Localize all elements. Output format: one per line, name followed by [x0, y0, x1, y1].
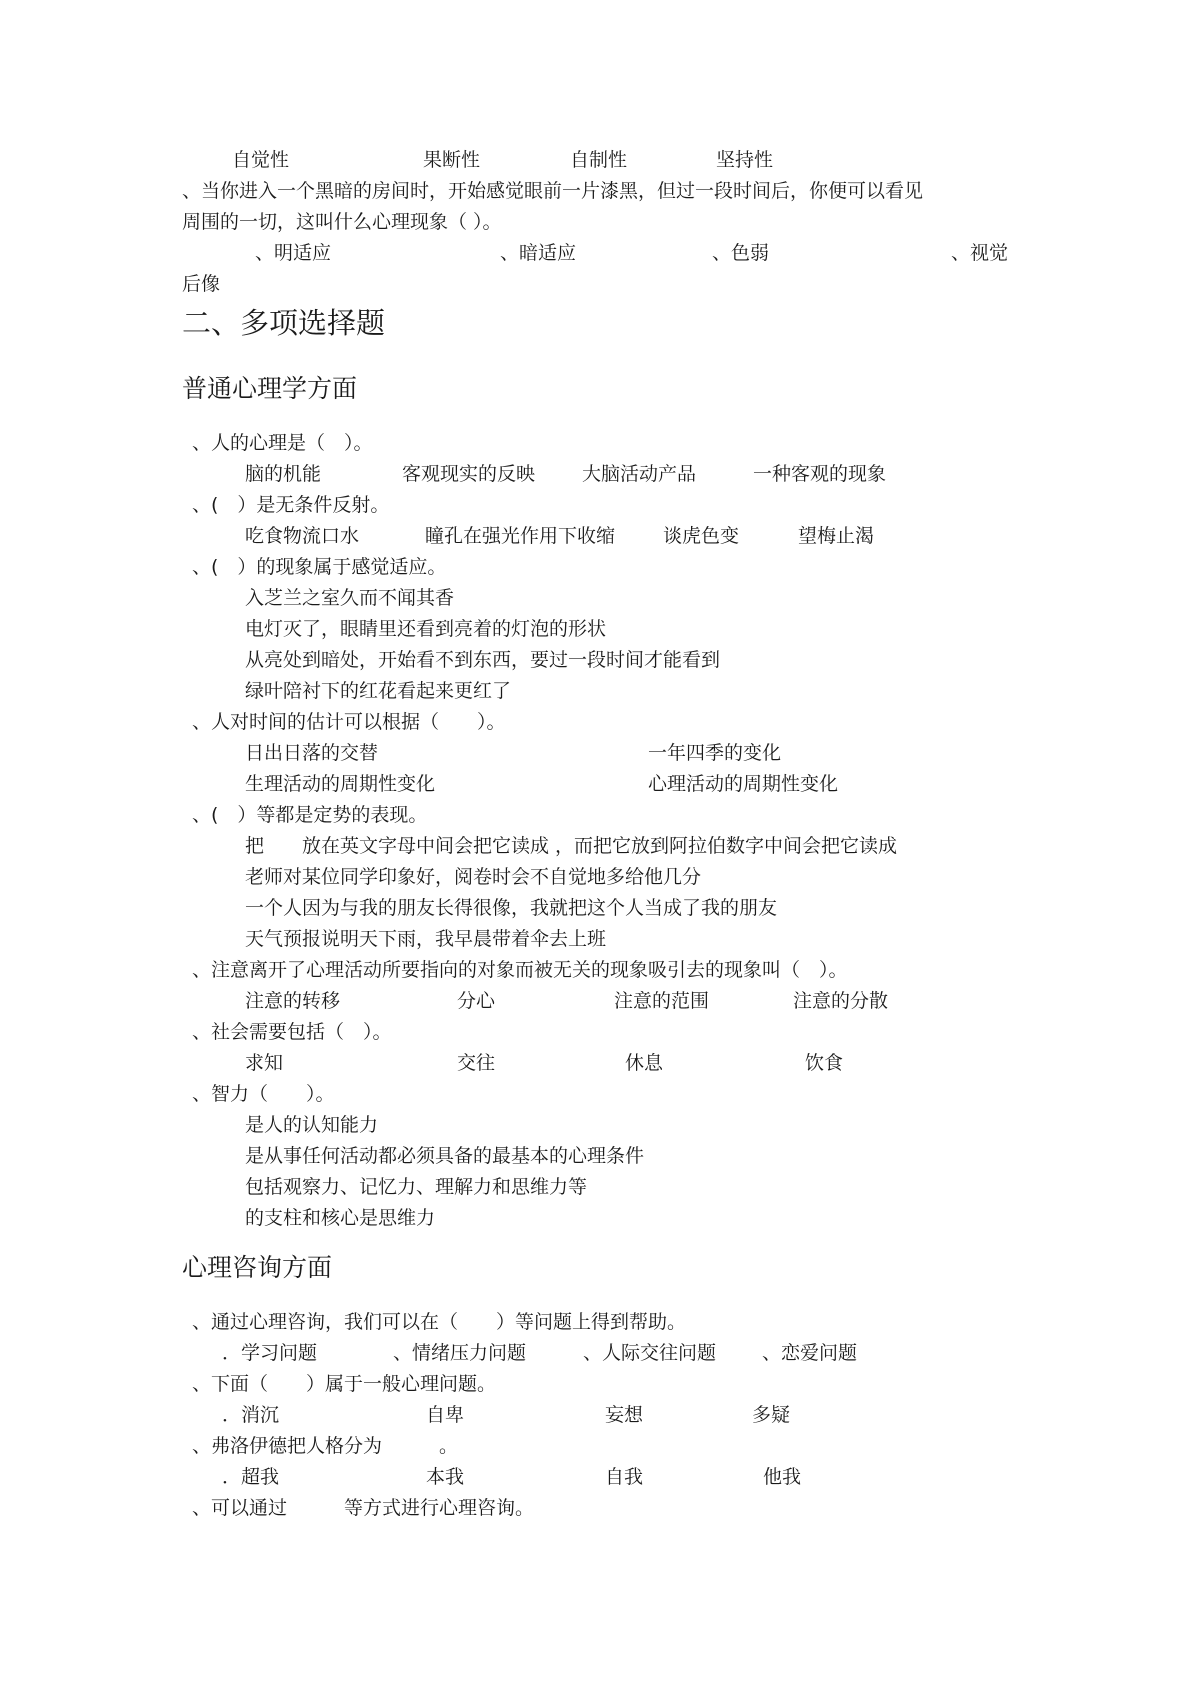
option-text: 客观现实的反映	[402, 463, 536, 485]
option-text: 求知	[245, 1052, 284, 1074]
question-text: 、( ）等都是定势的表现。	[192, 804, 428, 826]
question-text: 、注意离开了心理活动所要指向的对象而被无关的现象吸引去的现象叫（ ）。	[192, 959, 848, 981]
question-text: 、可以通过 等方式进行心理咨询。	[192, 1497, 535, 1519]
question-text: 、( ）的现象属于感觉适应。	[192, 556, 447, 578]
option-text: 日出日落的交替	[245, 742, 379, 764]
option-text: 把	[245, 835, 265, 857]
section-title: 二、多项选择题	[182, 306, 386, 340]
option-text: 吃食物流口水	[245, 525, 360, 547]
option-text: 望梅止渴	[798, 525, 875, 547]
option-text: 注意的转移	[245, 990, 341, 1012]
option-text: 放在英文字母中间会把它读成 ，而把它放到阿拉伯数字中间会把它读成	[302, 835, 898, 857]
question-text: 、( ）是无条件反射。	[192, 494, 390, 516]
option-text: ．学习问题	[222, 1342, 318, 1364]
option-text: 大脑活动产品	[582, 463, 697, 485]
option-text: 、恋爱问题	[762, 1342, 858, 1364]
question-text: 、人对时间的估计可以根据（ ）。	[192, 711, 506, 733]
option-text: 、明适应	[255, 242, 332, 264]
option-text: 瞳孔在强光作用下收缩	[425, 525, 616, 547]
subsection-title: 普通心理学方面	[182, 374, 358, 403]
option-text: 入芝兰之室久而不闻其香	[245, 587, 455, 609]
option-text: 他我	[763, 1466, 802, 1488]
option-text: 绿叶陪衬下的红花看起来更红了	[245, 680, 512, 702]
question-text: 、通过心理咨询，我们可以在（ ）等问题上得到帮助。	[192, 1311, 687, 1333]
option-text: 果断性	[423, 149, 481, 171]
option-text: 妄想	[605, 1404, 644, 1426]
option-text: 休息	[625, 1052, 664, 1074]
option-text: 包括观察力、记忆力、理解力和思维力等	[245, 1176, 588, 1198]
option-text: 、人际交往问题	[583, 1342, 717, 1364]
option-text: 、色弱	[712, 242, 770, 264]
question-text: 、人的心理是（ ）。	[192, 432, 373, 454]
question-text: 、社会需要包括（ ）。	[192, 1021, 392, 1043]
subsection-title: 心理咨询方面	[182, 1253, 333, 1282]
option-text: 一个人因为与我的朋友长得很像，我就把这个人当成了我的朋友	[245, 897, 778, 919]
option-text: 生理活动的周期性变化	[245, 773, 436, 795]
option-text: ．消沉	[222, 1404, 280, 1426]
option-text: 自制性	[570, 149, 628, 171]
option-text: 坚持性	[716, 149, 774, 171]
option-text: 本我	[426, 1466, 465, 1488]
option-text: 注意的分散	[793, 990, 889, 1012]
option-text: 饮食	[805, 1052, 844, 1074]
question-text: 、当你进入一个黑暗的房间时，开始感觉眼前一片漆黑，但过一段时间后，你便可以看见	[182, 180, 924, 202]
option-text: 注意的范围	[614, 990, 710, 1012]
question-text: 、弗洛伊德把人格分为 。	[192, 1435, 459, 1457]
option-text: 是从事任何活动都必须具备的最基本的心理条件	[245, 1145, 645, 1167]
option-text: ．超我	[222, 1466, 280, 1488]
option-text: 心理活动的周期性变化	[648, 773, 839, 795]
option-text: 一年四季的变化	[648, 742, 782, 764]
option-text: 天气预报说明天下雨，我早晨带着伞去上班	[245, 928, 607, 950]
option-text: 交往	[457, 1052, 496, 1074]
option-text: 自卑	[426, 1404, 465, 1426]
option-text: 电灯灭了，眼睛里还看到亮着的灯泡的形状	[245, 618, 607, 640]
option-text: 、视觉	[951, 242, 1009, 264]
option-text: 、情绪压力问题	[393, 1342, 527, 1364]
question-text: 、下面（ ）属于一般心理问题。	[192, 1373, 497, 1395]
question-text: 、智力（ ）。	[192, 1083, 335, 1105]
option-text: 自我	[605, 1466, 644, 1488]
option-text: 分心	[457, 990, 496, 1012]
option-text: 谈虎色变	[663, 525, 740, 547]
option-text: 后像	[182, 273, 221, 295]
option-text: 自觉性	[232, 149, 290, 171]
option-text: 一种客观的现象	[753, 463, 887, 485]
option-text: 从亮处到暗处，开始看不到东西，要过一段时间才能看到	[245, 649, 721, 671]
question-text: 周围的一切，这叫什么心理现象（ ）。	[182, 211, 502, 233]
option-text: 多疑	[752, 1404, 791, 1426]
option-text: 的支柱和核心是思维力	[245, 1207, 436, 1229]
option-text: 脑的机能	[245, 463, 322, 485]
option-text: 、暗适应	[500, 242, 577, 264]
option-text: 是人的认知能力	[245, 1114, 379, 1136]
option-text: 老师对某位同学印象好，阅卷时会不自觉地多给他几分	[245, 866, 702, 888]
